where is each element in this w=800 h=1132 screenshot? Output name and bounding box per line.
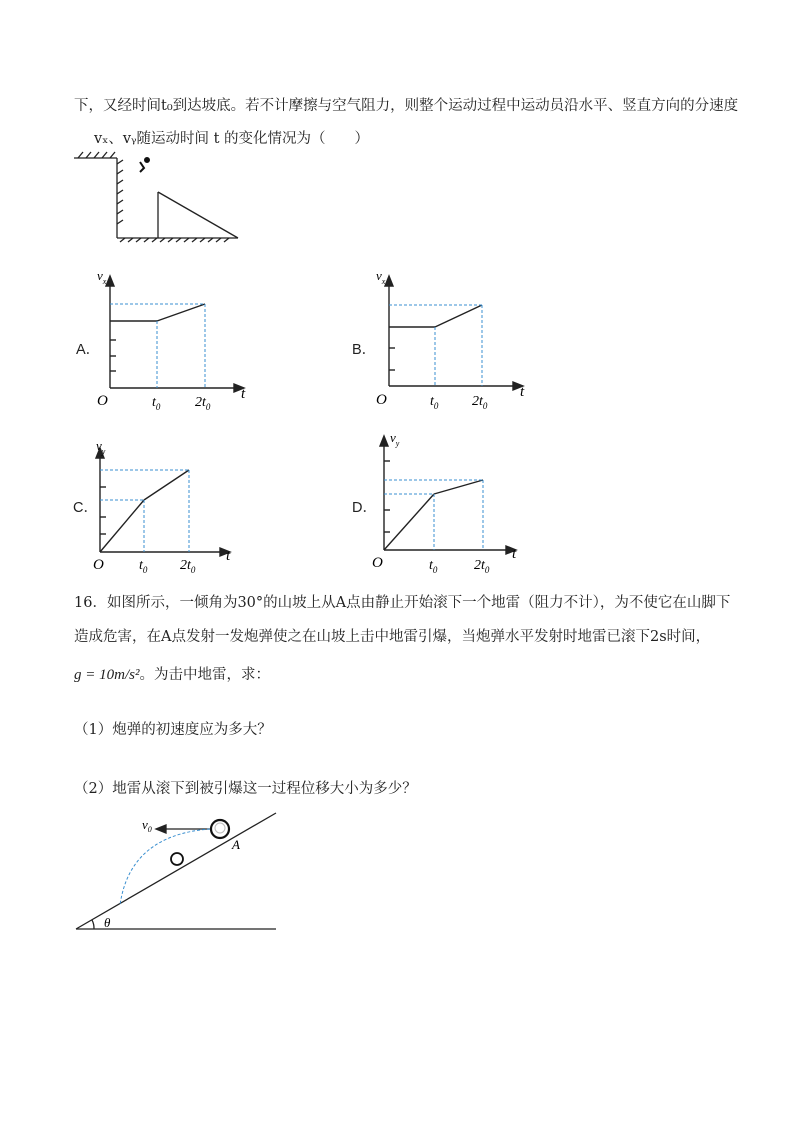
graph-a-t2: 2t: [195, 395, 206, 410]
graph-d-t0sub: 0: [432, 565, 438, 575]
graph-c-vsub: y: [101, 447, 106, 456]
graph-b-t2: 2t: [472, 394, 483, 409]
graph-a: [95, 268, 255, 413]
graph-d-t0: t: [429, 558, 433, 573]
graph-c-t2sub: 0: [190, 565, 196, 575]
graph-b-t2sub: 0: [482, 401, 488, 411]
svg-text:2t0: [195, 395, 211, 412]
graph-c: [86, 432, 246, 577]
graph-a-t0: t: [152, 395, 156, 410]
graph-b: [374, 268, 534, 413]
q16-line-2: 造成危害，在A点发射一发炮弹使之在山坡上击中地雷引爆，当炮弹水平发射时地雷已滚下2s时间，: [74, 629, 711, 645]
q15-line-1: 下，又经时间t₀到达坡底。若不计摩擦与空气阻力，则整个运动过程中运动员沿水平、竖直方向的分速度: [74, 98, 739, 114]
graph-c-origin: O: [93, 557, 104, 573]
graph-c-vlabel: v: [96, 438, 102, 453]
graph-c-t2: 2t: [180, 558, 191, 573]
q16-line-1: 16．如图所示，一倾角为30°的山坡上从A点由静止开始滚下一个地雷（阻力不计），为不使它在山脚下: [74, 595, 731, 611]
graph-b-t0: t: [430, 394, 434, 409]
svg-text:vx: [376, 268, 386, 286]
svg-text:vx: [97, 268, 107, 286]
graph-b-origin: O: [376, 392, 387, 408]
q16-sub-question-1: （1）炮弹的初速度应为多大？: [74, 722, 272, 738]
svg-text:2t0: [474, 558, 490, 575]
graph-b-vlabel: v: [376, 268, 382, 283]
graph-d-vlabel: v: [390, 430, 396, 445]
q16-line-3: [74, 665, 270, 685]
svg-text:2t0: [180, 558, 196, 575]
graph-c-t0: t: [139, 558, 143, 573]
option-a-label[interactable]: A．: [76, 342, 101, 358]
slope-figure: [70, 805, 290, 940]
graph-b-t0sub: 0: [433, 401, 439, 411]
svg-text:vy: [390, 430, 400, 448]
graph-d-origin: O: [372, 555, 383, 571]
angle-theta-label: θ: [104, 915, 111, 930]
option-c-label[interactable]: C．: [73, 500, 98, 516]
svg-text:t0: [139, 558, 148, 575]
graph-b-vsub: x: [381, 277, 386, 286]
svg-text:2t0: [472, 394, 488, 411]
svg-text:v0: [142, 817, 152, 834]
q16-sub-question-2: （2）地雷从滚下到被引爆这一过程位移大小为多少？: [74, 781, 417, 797]
graph-d-vsub: y: [395, 439, 400, 448]
ski-jump-figure: [70, 150, 250, 245]
q15-line-2: vₓ、vᵧ随运动时间 t 的变化情况为（ ）: [94, 131, 370, 147]
graph-b-taxis: t: [520, 384, 525, 400]
v0-sub: 0: [147, 825, 152, 834]
graph-c-taxis: t: [226, 548, 231, 564]
point-a-label: A: [232, 837, 240, 852]
graph-a-t0sub: 0: [155, 402, 161, 412]
q16-line-3-rest: 。为击中地雷，求：: [139, 667, 270, 683]
option-d-label[interactable]: D．: [352, 500, 377, 516]
graph-a-vsub: x: [102, 277, 107, 286]
g-formula: g = 10m/s²: [74, 667, 140, 683]
svg-text:t0: [152, 395, 161, 412]
graph-a-t2sub: 0: [205, 402, 211, 412]
graph-d-t2sub: 0: [484, 565, 490, 575]
graph-a-taxis: t: [241, 386, 246, 402]
graph-c-t0sub: 0: [142, 565, 148, 575]
option-b-label[interactable]: B．: [352, 342, 377, 358]
svg-text:t0: [430, 394, 439, 411]
graph-d-taxis: t: [512, 546, 517, 562]
svg-text:t0: [429, 558, 438, 575]
v0-label: v: [142, 817, 148, 832]
graph-d-t2: 2t: [474, 558, 485, 573]
graph-d: [370, 428, 530, 573]
graph-a-vlabel: v: [97, 268, 103, 283]
graph-a-origin: O: [97, 393, 108, 409]
